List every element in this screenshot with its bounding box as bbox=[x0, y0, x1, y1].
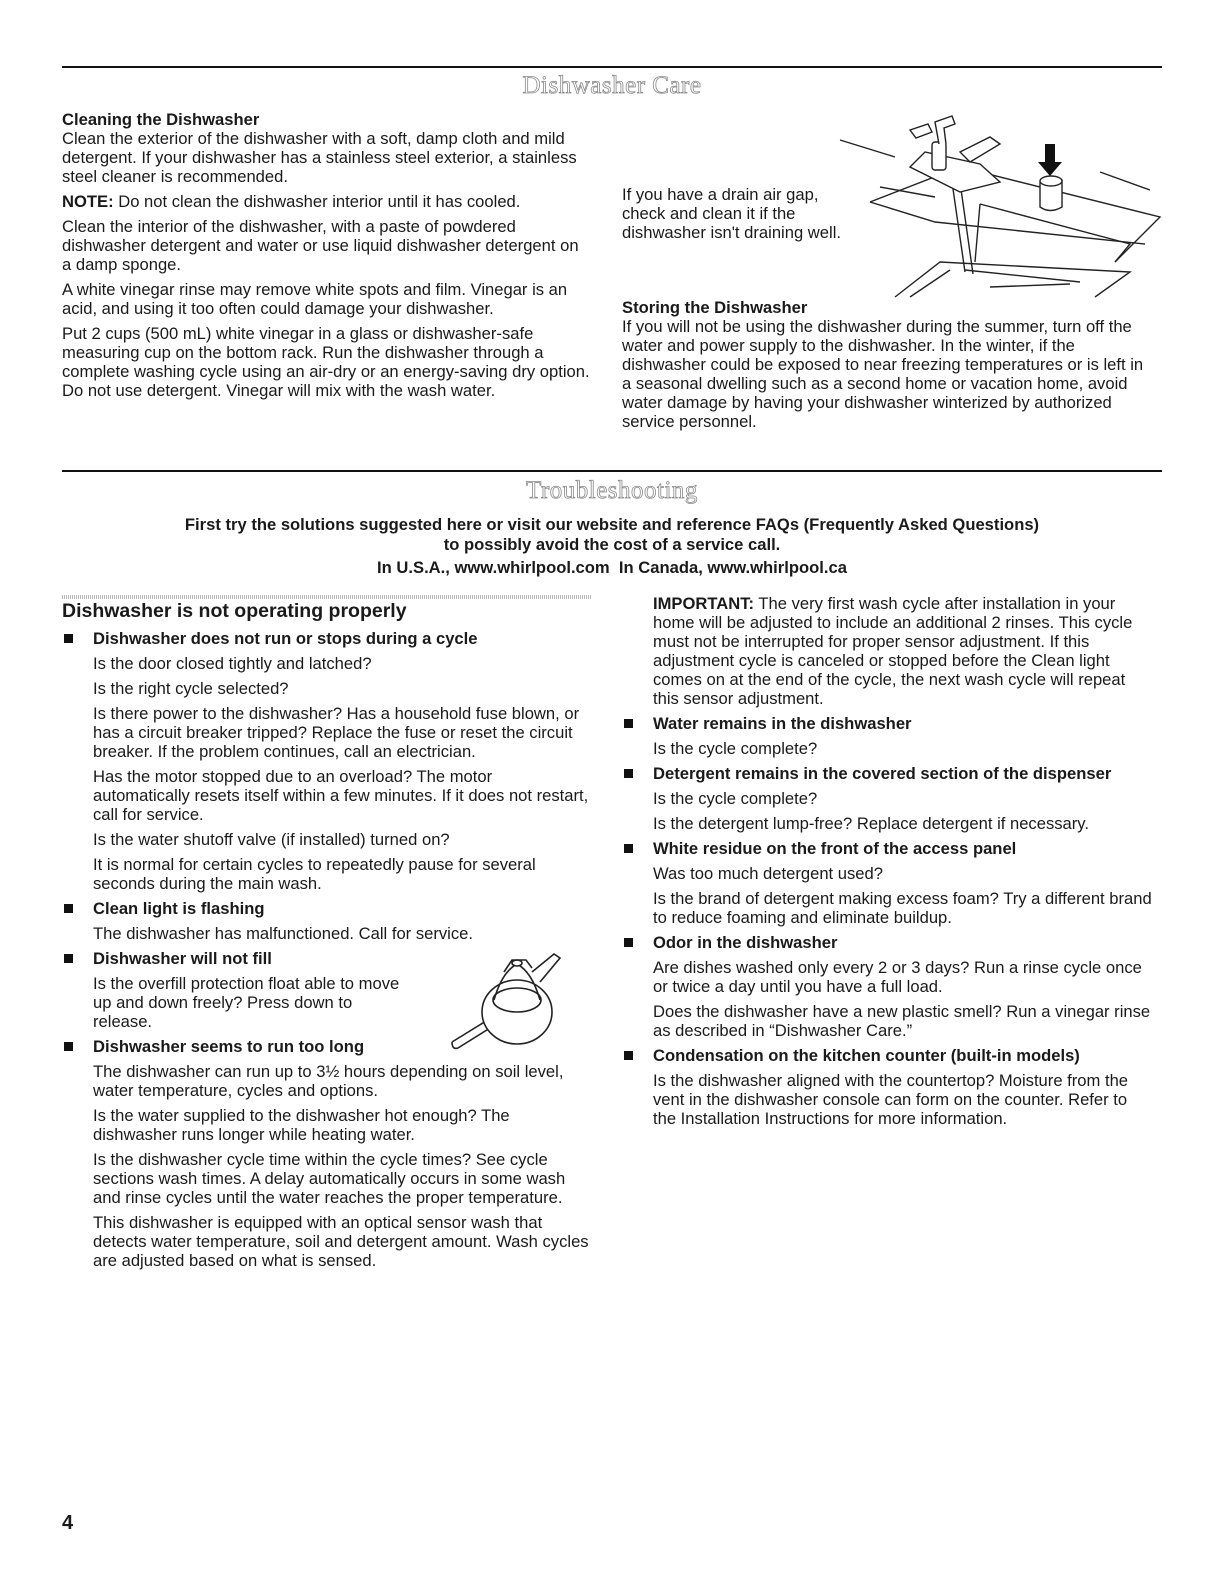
answer-line: The dishwasher can run up to 3½ hours depending on soil level, water temperature, cycles and options. bbox=[93, 1062, 564, 1100]
answer-line: Is the cycle complete? bbox=[653, 789, 818, 808]
item-answers bbox=[622, 958, 1152, 1040]
bullet-icon bbox=[624, 719, 633, 728]
care-section-title: Dishwasher Care bbox=[522, 72, 702, 99]
item-title: Odor in the dishwasher bbox=[653, 933, 838, 952]
answer-line: Is the door closed tightly and latched? bbox=[93, 654, 372, 673]
item-title: Clean light is flashing bbox=[93, 899, 265, 918]
cleaning-heading: Cleaning the Dishwasher bbox=[62, 110, 260, 129]
item-clean-light-flashing bbox=[62, 899, 592, 918]
item-white-residue bbox=[622, 839, 1152, 858]
troubleshooting-right-column bbox=[622, 594, 1152, 1128]
answer-line: This dishwasher is equipped with an optical sensor wash that detects water temperature, soil and detergent amount. Wash cycles are adjusted based on what is sensed. bbox=[93, 1213, 589, 1270]
sink-air-gap-illustration bbox=[840, 112, 1160, 302]
answer-line: Is the overfill protection float able to move up and down freely? Press down to release. bbox=[93, 974, 400, 1031]
item-title: Condensation on the kitchen counter (built-in models) bbox=[653, 1046, 1080, 1065]
air-gap-text: If you have a drain air gap, check and clean it if the dishwasher isn't draining well. bbox=[622, 185, 841, 242]
item-answers bbox=[622, 864, 1152, 927]
item-answers bbox=[622, 1071, 1152, 1128]
item-odor bbox=[622, 933, 1152, 952]
troubleshooting-intro bbox=[62, 515, 1162, 578]
bullet-icon bbox=[64, 904, 73, 913]
item-answers bbox=[62, 924, 592, 943]
intro-line-1: First try the solutions suggested here or visit our website and reference FAQs (Frequently Asked Questions) bbox=[184, 515, 1040, 534]
item-title: Dishwasher seems to run too long bbox=[93, 1037, 365, 1056]
bullet-icon bbox=[624, 769, 633, 778]
answer-line: Is the cycle complete? bbox=[653, 739, 818, 758]
overfill-float-illustration bbox=[442, 952, 562, 1052]
cleaning-p1: Clean the exterior of the dishwasher with a soft, damp cloth and mild detergent. If your dishwasher has a stainless steel exterior, a stainless steel cleaner is recommended. bbox=[62, 129, 577, 186]
answer-line: It is normal for certain cycles to repeatedly pause for several seconds during the main wash. bbox=[93, 855, 536, 893]
answer-line: Has the motor stopped due to an overload? The motor automatically resets itself within a few minutes. If it does not restart, call for service. bbox=[93, 767, 589, 824]
important-text: The very first wash cycle after installation in your home will be adjusted to include an additional 2 rinses. This cycle must not be interrupted for proper sensor adjustment. If this adjustment cycle is canceled or stopped before the Clean light comes on at the end of the cycle, the next wash cycle will repeat this sensor adjustment. bbox=[653, 594, 1133, 708]
item-title: Water remains in the dishwasher bbox=[653, 714, 912, 733]
answer-line: Does the dishwasher have a new plastic smell? Run a vinegar rinse as described in “Dishwasher Care.” bbox=[653, 1002, 1151, 1040]
cleaning-column bbox=[62, 110, 592, 400]
item-title: Detergent remains in the covered section of the dispenser bbox=[653, 764, 1112, 783]
item-answers bbox=[62, 654, 592, 893]
intro-line-2: to possibly avoid the cost of a service call. bbox=[443, 534, 781, 554]
item-answers bbox=[622, 789, 1152, 833]
item-detergent-remains bbox=[622, 764, 1152, 783]
bullet-icon bbox=[624, 844, 633, 853]
cleaning-p3: A white vinegar rinse may remove white spots and film. Vinegar is an acid, and using it too often could damage your dishwasher. bbox=[62, 280, 568, 318]
item-title: Dishwasher does not run or stops during a cycle bbox=[93, 629, 478, 648]
storing-block bbox=[622, 298, 1152, 431]
care-top-rule bbox=[62, 66, 1162, 68]
item-answers bbox=[62, 974, 592, 1031]
not-operating-subheading: Dishwasher is not operating properly bbox=[62, 600, 407, 622]
note-text: Do not clean the dishwasher interior until it has cooled. bbox=[113, 192, 521, 211]
storing-text: If you will not be using the dishwasher during the summer, turn off the water and power supply to the dishwasher. In the winter, if the dishwasher could be exposed to near freezing temperatures or is left in a seasonal dwelling such as a second home or vacation home, avoid water damage by having your dishwasher winterized by authorized service personnel. bbox=[622, 317, 1144, 431]
troubleshooting-section-title: Troubleshooting bbox=[526, 477, 698, 504]
answer-line: Is there power to the dishwasher? Has a household fuse blown, or has a circuit breaker tripped? Replace the fuse or reset the circuit breaker. If the problem continues, call an electrician. bbox=[93, 704, 580, 761]
storing-heading: Storing the Dishwasher bbox=[622, 298, 808, 317]
troubleshooting-top-rule bbox=[62, 470, 1162, 472]
subheading-dotted-rule bbox=[62, 595, 592, 599]
answer-line: Are dishes washed only every 2 or 3 days? Run a rinse cycle once or twice a day until you have a full load. bbox=[653, 958, 1142, 996]
answer-line: Is the dishwasher aligned with the countertop? Moisture from the vent in the dishwasher console can form on the counter. Refer to the Installation Instructions for more information. bbox=[653, 1071, 1129, 1128]
item-title: Dishwasher will not fill bbox=[93, 949, 272, 968]
bullet-icon bbox=[64, 634, 73, 643]
troubleshooting-left-column bbox=[62, 602, 592, 1270]
answer-line: Was too much detergent used? bbox=[653, 864, 883, 883]
answer-line: Is the brand of detergent making excess foam? Try a different brand to reduce foaming and eliminate buildup. bbox=[653, 889, 1152, 927]
page-number: 4 bbox=[62, 1512, 74, 1534]
cleaning-p2: Clean the interior of the dishwasher, with a paste of powdered dishwasher detergent and water or use liquid dishwasher detergent on a damp sponge. bbox=[62, 217, 579, 274]
important-label: IMPORTANT: bbox=[653, 594, 755, 613]
item-condensation bbox=[622, 1046, 1152, 1065]
answer-line: Is the water shutoff valve (if installed) turned on? bbox=[93, 830, 450, 849]
bullet-icon bbox=[624, 938, 633, 947]
bullet-icon bbox=[64, 954, 73, 963]
answer-line: Is the water supplied to the dishwasher hot enough? The dishwasher runs longer while heating water. bbox=[93, 1106, 510, 1144]
item-title: White residue on the front of the access panel bbox=[653, 839, 1017, 858]
bullet-icon bbox=[624, 1051, 633, 1060]
item-answers bbox=[62, 1062, 592, 1270]
important-note bbox=[622, 594, 1152, 708]
cleaning-note bbox=[62, 192, 592, 211]
answer-line: The dishwasher has malfunctioned. Call for service. bbox=[93, 924, 473, 943]
item-does-not-run bbox=[62, 629, 592, 648]
answer-line: Is the detergent lump-free? Replace detergent if necessary. bbox=[653, 814, 1089, 833]
answer-line: Is the dishwasher cycle time within the cycle times? See cycle sections wash times. A delay automatically occurs in some wash and rinse cycles until the water reaches the proper temperature. bbox=[93, 1150, 566, 1207]
intro-line-3: In U.S.A., www.whirlpool.com In Canada, www.whirlpool.ca bbox=[377, 558, 847, 577]
item-water-remains bbox=[622, 714, 1152, 733]
item-answers bbox=[622, 739, 1152, 758]
bullet-icon bbox=[64, 1042, 73, 1051]
note-label: NOTE: bbox=[62, 192, 114, 211]
cleaning-p4: Put 2 cups (500 mL) white vinegar in a glass or dishwasher-safe measuring cup on the bottom rack. Run the dishwasher through a complete washing cycle using an air-dry or an energy-saving dry option. Do not use detergent. Vinegar will mix with the wash water. bbox=[62, 324, 590, 400]
answer-line: Is the right cycle selected? bbox=[93, 679, 289, 698]
